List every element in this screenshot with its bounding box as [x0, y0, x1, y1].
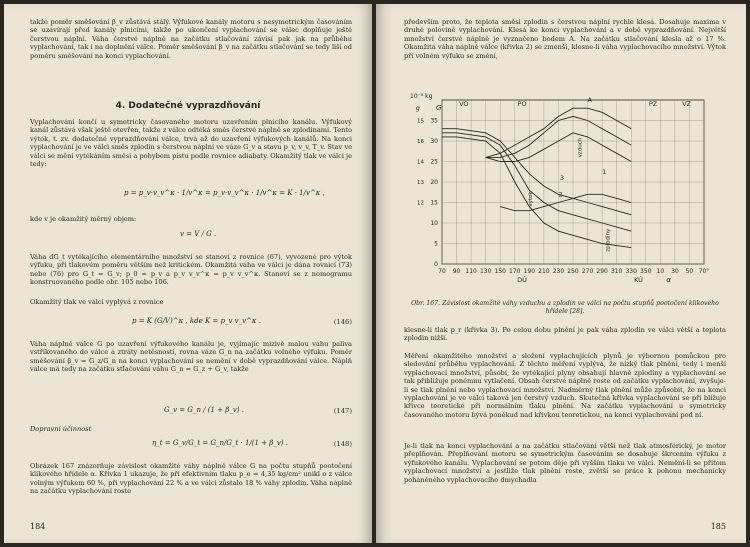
- equation-number-146: (146): [333, 318, 352, 326]
- x-tick-label: 310: [610, 268, 623, 275]
- y-tick-label: 30: [430, 138, 438, 145]
- phase-label-po: PO: [517, 100, 527, 108]
- x-tick-label: 50: [685, 268, 694, 275]
- phase-label-vz: VZ: [682, 100, 691, 108]
- y-secondary-tick: 12: [417, 200, 424, 207]
- curve-label-3: 3: [559, 173, 565, 182]
- paragraph-bottom: Obrázek 167 znázorňuje závislost okamžité váhy náplně válce G na počtu stupňů pootočení klikového hřídele α. Křivka 1 ukazuje, že při efektivním tlaku p_e = 4,35 kg/cm² unikl o z válce volným výfukem 60 %, při vyplachování 22 % a ve válci zůstalo 18 % váhy zplodin. Váha náplně na začátku vyplachování roste: [30, 462, 352, 496]
- x-tick-label: 110: [465, 268, 477, 275]
- x-tick-label: 10: [656, 268, 665, 275]
- paragraph-intro: Vyplachování končí u symetricky časovaného motoru uzavřením plnicího kanálu. Výfukový kanál zůstává však ještě otevřen, takže z válce odtéká směs čerstvé náplně se zplodinami. Tento výtok, t. zv. dodatečné vyprazdňování válce, trvá až do uzavření výfukových kanálů. Na konci vyplachování je ve válci směs zplodin s čerstvou náplní ve váze G_v a stavu p_v, v_v, T_v. Stav ve válci se mění vytékáním směsi a pohybem pístu podle rovnice adiabaty. Okamžitý tlak ve válci je tedy:: [30, 118, 352, 169]
- x-tick-label: 170: [509, 268, 521, 275]
- x-tick-label: 90: [452, 268, 461, 275]
- section-heading: 4. Dodatečné vyprazdňování: [115, 101, 261, 111]
- curve-label-2: 2: [558, 190, 563, 199]
- figure-167-chart: [404, 86, 730, 296]
- paragraph-last: Je-li tlak na konci vyplachování a na začátku stlačování větší než tlak atmosférický, je motor přeplňován. Přeplňování motoru se symetrickým časováním se dosahuje škrcením výfuku z výfukového kanálu. Vyplachování se potom děje při vyšším tlaku ve válci. Nemění-li se přitom vyplachovací množství a jestliže tlak plnění roste, zvětší se práce k pohonu mechanicky poháněného vyplachovacího dmychadla: [404, 442, 726, 484]
- y-secondary-tick: 14: [417, 159, 424, 166]
- y-axis-label: G: [436, 104, 442, 112]
- x-tick-label: 70: [438, 268, 446, 275]
- dopravni-label: Dopravní účinnost: [30, 425, 92, 433]
- y-secondary-tick: 16: [417, 139, 424, 145]
- paragraph-weight: Váha dG_t vytékajícího elementárního množství se stanoví z rovnice (67), vyvozené pro výtok výfuku, při tlakovém poměru větším než kritickém. Okamžitá váha ve válci je dána rovnicí (73) nebo (76) pro G_t = G_v; p_0 = p_v a p_v v_v^κ = p_v v_v^κ. Stanoví se z nomogramu konstruovaného podle obr. 105 nebo 106.: [30, 253, 352, 287]
- y-secondary-tick: 15: [417, 118, 424, 125]
- x-tick-label: 350: [640, 268, 652, 275]
- curve-label-a: A: [587, 96, 593, 105]
- figure-caption: Obr. 167. Závislost okamžité váhy vzduchu a zplodin ve válci na počtu stupňů pootočení klikového hřídele [28].: [411, 300, 719, 316]
- paragraph-pressure: Okamžitý tlak ve válci vyplývá z rovnice: [30, 298, 164, 306]
- y-secondary-tick: 13: [417, 180, 424, 186]
- paragraph-top-right: především proto, že teplota směsi zplodin s čerstvou náplní rychle klesá. Dosahuje maxima v druhé polovině vyplachování. Klesá ke konci vyplachování a v době vyprazdňování. Největší množství čerstvé náplně je vyznačeno bodem A. Na začátku stlačování klesla až o 17 %. Okamžitá váha náplně válce (křivka 2) se zmenší, klesne-li váha vyplachovacího množství. Výtok při volném výfuku se změní,: [404, 18, 726, 60]
- page-number-right: 185: [710, 522, 726, 531]
- x-tick-label: 270: [581, 268, 594, 275]
- x-tick-label: 250: [567, 268, 579, 275]
- equation-number-148: (148): [333, 440, 352, 448]
- equation-147: G_v = G_n / (1 + β_v) .: [164, 406, 244, 414]
- x-tick-label: 210: [538, 268, 550, 275]
- x-axis-label: α: [666, 276, 671, 284]
- x-tick-label: 230: [552, 268, 565, 275]
- left-page: [4, 4, 372, 543]
- paragraph-mid-right: klesne-li tlak p_r (křivka 3). Po celou dobu plnění je pak váha zplodin ve válci větší a teplota zplodin nižší.: [404, 326, 726, 343]
- equation-146: p = K (G/V)^κ , kde K = p_v v_v^κ .: [132, 317, 261, 325]
- region-label: výtok: [528, 191, 535, 207]
- phase-label-dú: DÚ: [517, 276, 527, 284]
- x-tick-label: 30: [671, 268, 679, 275]
- y-tick-label: 5: [434, 240, 438, 248]
- y-alt-label: g: [416, 105, 420, 112]
- x-tick-label: 150: [494, 268, 506, 275]
- y-units-label: 10⁻⁸ kg: [410, 93, 433, 100]
- x-tick-label: 330: [625, 268, 637, 275]
- paragraph-charge: Váha náplně válce G po uzavření výfukového kanálu je, vyjímajíc mizivě malou váhu paliva vstřikovaného do válce a ztráty netěsností, rovna váze G_n na začátku volného výfuku. Poměr směšování β_v = G_z/G_n na konci vyplachování se nemění v době vyprazdňování válce. Náplň válce má tedy na začátku stlačování váhu G_n = G_z + G_v, takže: [30, 340, 352, 374]
- curve-label-1: 1: [602, 167, 607, 176]
- phase-label-vo: VO: [459, 100, 469, 108]
- region-label: zplodiny: [605, 228, 612, 252]
- phase-label-kú: KÚ: [634, 276, 643, 284]
- y-tick-label: 15: [430, 199, 438, 207]
- x-tick-label: 130: [479, 268, 492, 275]
- equation-148: η_t = G_v/G_t = G_n/G_t · 1/(1 + β_v) .: [152, 439, 288, 447]
- paragraph-measure: Měření okamžitého množství a složení vyplachujících plynů je výbornou pomůckou pro sledování průběhu vyplachování. Z těchto měření vyplývá, že nízký tlak plnění, tedy i menší vyplachovací množství, působí, že vytékající plyny obsahují hlavně zplodiny a vyplachování se tak přibližuje ponémnu vytlačení. Obsah čerstvé náplně roste od začátku vyplachování, zvyšuje-li se tlak plnění nebo vyplachovací množství. Nadměrný tlak plnění může způsobit, že na konci vyplachování je ve válci taková jen čerstvý vzduch. Skutečná křivka vyplachování se při blížuje křivce teoretické při normálním tlaku plnění. Na začátku vyplachování u symetricky časovaného motoru bývá poněkud nad křivkou teoretickou, na konci vyplachování pod ní.: [404, 352, 726, 419]
- equation-number-147: (147): [333, 407, 352, 415]
- y-tick-label: 20: [430, 179, 438, 186]
- y-tick-label: 10: [430, 220, 438, 227]
- y-tick-label: 25: [430, 158, 438, 166]
- paragraph-top: takže poměr směšování β_v zůstává stálý. Výfukové kanály motoru s nesymetrickým časováním se uzavírají před kanály plnicími, takže po ukončení vyplachování se válec doplňuje ještě čerstvou náplní. Váha čerstvé náplně na začátku stlačování závisí pak jak na průběhu vyplachování, tak i na doplnění válce. Poměr směšování β_v na začátku stlačování se tedy liší od poměru směšování na konci vyplachování.: [30, 18, 352, 60]
- region-label: vzduch: [577, 137, 584, 158]
- equation-volume: v = V / G .: [180, 230, 217, 238]
- phase-label-pz: PZ: [648, 100, 658, 108]
- x-tick-label: 70°: [698, 268, 710, 275]
- y-tick-label: 0: [434, 261, 438, 268]
- right-page: [376, 4, 746, 543]
- equation-adiabat: p = p_v·v_v^κ · 1/v^κ = p_v·v_v^κ · 1/v^κ = K · 1/v^κ ,: [124, 189, 325, 197]
- page-number-left: 184: [30, 522, 46, 531]
- x-tick-label: 190: [523, 268, 536, 275]
- x-tick-label: 290: [596, 268, 608, 275]
- paragraph-where: kde v je okamžitý měrný objem:: [30, 215, 137, 223]
- y-tick-label: 35: [430, 117, 438, 125]
